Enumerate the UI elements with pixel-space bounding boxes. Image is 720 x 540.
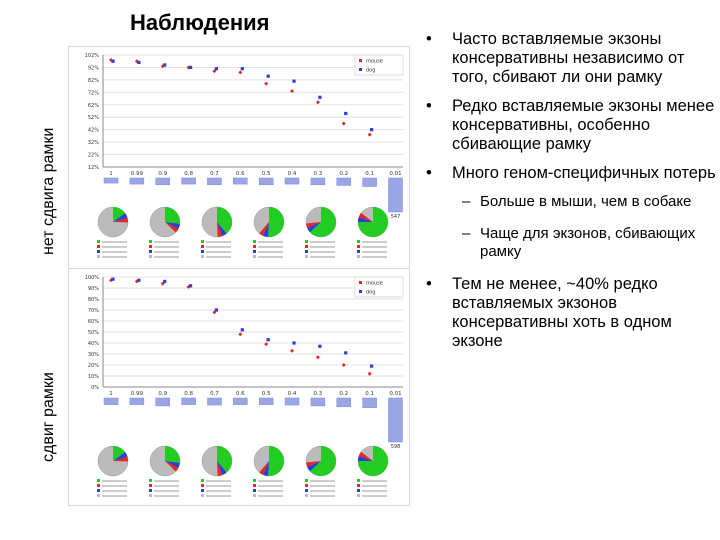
count-bar xyxy=(311,398,325,406)
pie-legend-swatch xyxy=(305,245,308,248)
pie-legend-swatch xyxy=(149,479,152,482)
data-point-dog xyxy=(267,75,270,78)
x-tick-label: 0.1 xyxy=(365,391,374,397)
count-bar xyxy=(156,398,170,406)
pie-legend-swatch xyxy=(149,255,152,258)
pie-legend-swatch xyxy=(305,484,308,487)
data-point-dog xyxy=(241,328,244,331)
data-point-mouse xyxy=(368,133,372,137)
x-tick-label: 0.99 xyxy=(130,171,143,177)
pie-legend-swatch xyxy=(357,250,360,253)
count-bar xyxy=(259,178,273,185)
row-label-frameshift: сдвиг рамки xyxy=(40,372,57,462)
data-point-dog xyxy=(111,278,114,281)
count-bar xyxy=(388,398,402,442)
pie-legend-swatch xyxy=(357,245,360,248)
pie-legend-swatch xyxy=(253,250,256,253)
data-point-dog xyxy=(292,80,295,83)
pie-legend-swatch xyxy=(305,250,308,253)
y-tick-label: 72% xyxy=(87,90,99,97)
x-tick-label: 0.4 xyxy=(287,171,297,177)
data-point-dog xyxy=(241,67,244,70)
y-tick-label: 42% xyxy=(87,127,99,134)
x-tick-label: 0.7 xyxy=(210,391,219,397)
y-tick-label: 50% xyxy=(87,330,99,336)
x-tick-label: 0.7 xyxy=(210,171,219,177)
bullet-glyph: • xyxy=(426,275,432,293)
pie-slice xyxy=(165,446,180,463)
x-tick-label: 0.99 xyxy=(130,391,143,397)
data-point-dog xyxy=(292,341,295,344)
bullet-text: Часто вставляемые экзоны консервативны независимо от того, сбивают ли они рамку xyxy=(452,30,685,86)
x-tick-label: 0.6 xyxy=(235,171,245,177)
x-tick-label: 0.9 xyxy=(158,391,168,397)
bullet-glyph: • xyxy=(426,30,432,48)
y-tick-label: 12% xyxy=(87,165,99,171)
bullet-glyph: • xyxy=(426,164,432,182)
bar-label: 598 xyxy=(390,444,401,450)
x-tick-label: 0.8 xyxy=(184,171,193,177)
data-point-dog xyxy=(137,61,140,64)
subbullet-item xyxy=(424,193,718,211)
pie-legend-swatch xyxy=(357,255,360,258)
y-tick-label: 30% xyxy=(87,352,99,358)
data-point-dog xyxy=(370,365,373,368)
pie-legend-swatch xyxy=(201,250,204,253)
bullet-list xyxy=(424,30,718,361)
pie-legend-swatch xyxy=(97,250,100,253)
data-point-dog xyxy=(189,284,192,287)
y-tick-label: 60% xyxy=(87,319,99,325)
pie-legend-swatch xyxy=(357,240,360,243)
count-bar xyxy=(337,178,351,185)
data-point-mouse xyxy=(368,372,372,376)
data-point-dog xyxy=(344,351,347,354)
data-point-dog xyxy=(137,279,140,282)
count-bar xyxy=(104,398,118,405)
pie-legend-swatch xyxy=(253,240,256,243)
pie-legend-swatch xyxy=(305,489,308,492)
pie-legend-swatch xyxy=(253,245,256,248)
y-tick-label: 40% xyxy=(87,341,99,347)
x-tick-label: 1 xyxy=(109,391,113,397)
x-tick-label: 0.9 xyxy=(158,171,168,177)
data-point-mouse xyxy=(264,82,268,86)
data-point-dog xyxy=(318,96,321,99)
x-tick-label: 0.01 xyxy=(389,391,402,397)
dash-glyph: – xyxy=(462,225,471,242)
count-bar xyxy=(104,178,118,183)
subbullet-item xyxy=(424,225,718,261)
pie-slice xyxy=(268,446,284,476)
x-tick-label: 0.2 xyxy=(339,391,349,397)
bullet-glyph: • xyxy=(426,97,432,115)
legend-label: mouse xyxy=(366,280,383,287)
legend-swatch xyxy=(359,68,362,71)
data-point-dog xyxy=(370,128,373,131)
pie-legend-swatch xyxy=(149,484,152,487)
chart-panel-frameshift xyxy=(68,268,410,506)
pie-legend-swatch xyxy=(201,479,204,482)
bullet-text: Редко вставляемые экзоны менее консервативны, особенно сбивающие рамку xyxy=(452,97,715,153)
count-bar xyxy=(337,398,351,407)
chart-panel-no-frameshift xyxy=(68,46,410,270)
pie-legend-swatch xyxy=(149,494,152,497)
pie-legend-swatch xyxy=(357,479,360,482)
count-bar xyxy=(388,178,402,212)
pie-legend-swatch xyxy=(201,245,204,248)
count-bar xyxy=(207,398,221,405)
data-point-dog xyxy=(215,67,218,70)
count-bar xyxy=(363,398,377,408)
pie-legend-swatch xyxy=(149,245,152,248)
pie-slice xyxy=(268,207,284,237)
data-point-mouse xyxy=(342,363,346,367)
count-bar xyxy=(207,178,221,185)
data-point-dog xyxy=(189,66,192,69)
x-tick-label: 0.6 xyxy=(235,391,245,397)
bullet-text: Тем не менее, ~40% редко вставляемых экзонов консервативны хоть в одном экзоне xyxy=(452,275,672,350)
data-point-mouse xyxy=(342,121,346,125)
pie-legend-swatch xyxy=(149,250,152,253)
data-point-mouse xyxy=(316,100,320,104)
bullet-item xyxy=(424,164,718,183)
legend-label: dog xyxy=(366,289,376,296)
x-tick-label: 0.3 xyxy=(313,391,323,397)
pie-legend-swatch xyxy=(357,494,360,497)
pie-legend-swatch xyxy=(201,494,204,497)
y-tick-label: 92% xyxy=(87,65,99,72)
pie-legend-swatch xyxy=(305,240,308,243)
pie-legend-swatch xyxy=(97,489,100,492)
pie-legend-swatch xyxy=(97,240,100,243)
x-tick-label: 0.3 xyxy=(313,171,323,177)
data-point-dog xyxy=(163,280,166,283)
row-label-no-frameshift: нет сдвига рамки xyxy=(40,127,57,255)
pie-legend-swatch xyxy=(253,255,256,258)
subbullet-text: Больше в мыши, чем в собаке xyxy=(480,193,692,210)
pie-legend-swatch xyxy=(201,255,204,258)
data-point-mouse xyxy=(238,332,242,336)
count-bar xyxy=(130,398,144,405)
count-bar xyxy=(233,398,247,405)
count-bar xyxy=(156,178,170,185)
legend-label: mouse xyxy=(366,58,383,65)
legend-swatch xyxy=(359,281,362,284)
pie-legend-swatch xyxy=(305,255,308,258)
pie-legend-swatch xyxy=(97,255,100,258)
pie-legend-swatch xyxy=(357,489,360,492)
y-tick-label: 32% xyxy=(87,140,99,147)
y-tick-label: 10% xyxy=(87,374,99,380)
pie-legend-swatch xyxy=(253,484,256,487)
pie-legend-swatch xyxy=(253,479,256,482)
count-bar xyxy=(233,178,247,184)
y-tick-label: 20% xyxy=(87,363,99,369)
legend-swatch xyxy=(359,59,362,62)
x-tick-label: 0.5 xyxy=(261,391,271,397)
slide-title: Наблюдения xyxy=(130,10,270,35)
pie-legend-swatch xyxy=(97,245,100,248)
pie-legend-swatch xyxy=(305,494,308,497)
pie-legend-swatch xyxy=(149,489,152,492)
count-bar xyxy=(182,178,196,184)
bullet-item xyxy=(424,30,718,87)
pie-legend-swatch xyxy=(253,489,256,492)
data-point-mouse xyxy=(316,355,320,359)
x-tick-label: 0.5 xyxy=(261,171,271,177)
y-tick-label: 0% xyxy=(91,385,99,391)
count-bar xyxy=(130,178,144,184)
y-tick-label: 102% xyxy=(84,53,99,59)
data-point-dog xyxy=(344,112,347,115)
y-tick-label: 90% xyxy=(87,286,99,292)
data-point-dog xyxy=(267,338,270,341)
count-bar xyxy=(285,178,299,184)
x-tick-label: 0.1 xyxy=(365,171,374,177)
count-bar xyxy=(363,178,377,187)
chart-no-frameshift xyxy=(69,47,409,269)
pie-legend-swatch xyxy=(97,494,100,497)
y-tick-label: 22% xyxy=(87,152,99,159)
bar-label: 547 xyxy=(390,214,401,220)
pie-legend-swatch xyxy=(305,479,308,482)
data-point-dog xyxy=(318,345,321,348)
pie-legend-swatch xyxy=(97,484,100,487)
legend-label: dog xyxy=(366,67,376,74)
x-tick-label: 0.8 xyxy=(184,391,193,397)
dash-glyph: – xyxy=(462,193,471,210)
data-point-dog xyxy=(111,60,114,63)
y-tick-label: 100% xyxy=(84,275,99,281)
y-tick-label: 62% xyxy=(87,102,99,109)
count-bar xyxy=(182,398,196,405)
x-tick-label: 0.01 xyxy=(389,171,402,177)
legend-swatch xyxy=(359,290,362,293)
data-point-mouse xyxy=(290,349,294,353)
y-tick-label: 52% xyxy=(87,115,99,122)
x-tick-label: 0.2 xyxy=(339,171,349,177)
count-bar xyxy=(259,398,273,405)
pie-legend-swatch xyxy=(97,479,100,482)
pie-legend-swatch xyxy=(357,484,360,487)
pie-legend-swatch xyxy=(253,494,256,497)
y-tick-label: 70% xyxy=(87,308,99,314)
pie-slice xyxy=(165,207,180,224)
chart-frameshift xyxy=(69,269,409,505)
bullet-text: Много геном-специфичных потерь xyxy=(452,164,716,182)
bullet-item xyxy=(424,97,718,154)
y-tick-label: 82% xyxy=(87,77,99,84)
subbullet-text: Чаще для экзонов, сбивающих рамку xyxy=(480,225,696,260)
data-point-dog xyxy=(163,63,166,66)
pie-legend-swatch xyxy=(149,240,152,243)
bullet-item xyxy=(424,275,718,351)
y-tick-label: 80% xyxy=(87,297,99,303)
data-point-dog xyxy=(215,308,218,311)
pie-legend-swatch xyxy=(201,484,204,487)
pie-legend-swatch xyxy=(201,489,204,492)
x-tick-label: 0.4 xyxy=(287,391,297,397)
x-tick-label: 1 xyxy=(109,171,113,177)
count-bar xyxy=(311,178,325,185)
data-point-mouse xyxy=(238,70,242,74)
pie-legend-swatch xyxy=(201,240,204,243)
count-bar xyxy=(285,398,299,405)
